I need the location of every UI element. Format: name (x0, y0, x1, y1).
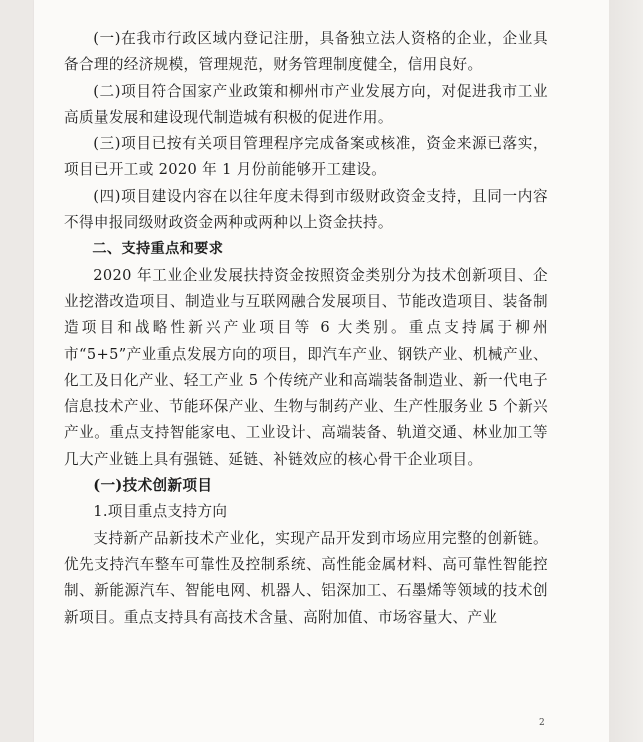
viewer-margin (609, 0, 643, 742)
item-body: 支持新产品新技术产业化，实现产品开发到市场应用完整的创新链。优先支持汽车整车可靠性及控制系统、高性能金属材料、高可靠性智能控制、新能源汽车、智能电网、机器人、铝深加工、石墨烯等领域的技术创新项目。重点支持具有高技术含量、高附加值、市场容量大、产业 (64, 529, 548, 626)
eligibility-condition-1: (一)在我市行政区域内登记注册，具备独立法人资格的企业，企业具备合理的经济规模，管理规范，财务管理制度健全，信用良好。 (64, 30, 548, 74)
page-number: 2 (539, 718, 545, 728)
document-body (64, 26, 548, 631)
subsection-heading: (一)技术创新项目 (93, 477, 213, 495)
eligibility-condition-3: (三)项目已按有关项目管理程序完成备案或核准，资金来源已落实，项目已开工或 2020 年 1 月份前能够开工建设。 (64, 135, 548, 179)
eligibility-condition-2: (二)项目符合国家产业政策和柳州市产业发展方向，对促进我市工业高质量发展和建设现代制造城有积极的促进作用。 (64, 82, 548, 126)
item-heading: 1.项目重点支持方向 (93, 503, 228, 521)
eligibility-condition-4: (四)项目建设内容在以往年度未得到市级财政资金支持，且同一内容不得申报同级财政资金两种或两种以上资金扶持。 (64, 187, 548, 232)
section-body: 2020 年工业企业发展扶持资金按照资金类别分为技术创新项目、企业挖潜改造项目、制造业与互联网融合发展项目、节能改造项目、装备制造项目和战略性新兴产业项目等 6 大类别。重点支持属于柳州市“5+5”产业重点发展方向的项目，即汽车产业、钢铁产业、机械产业、化工及日化产业、轻工产业 5 个传统产业和高端装备制造业、新一代电子信息技术产业、节能环保产业、生物与制药产业、生产性服务业 5 个新兴产业。重点支持智能家电、工业设计、高端装备、轨道交通、林业加工等几大产业链上具有强链、延链、补链效应的核心骨干企业项目。 (64, 266, 548, 468)
section-heading: 二、支持重点和要求 (92, 241, 224, 258)
